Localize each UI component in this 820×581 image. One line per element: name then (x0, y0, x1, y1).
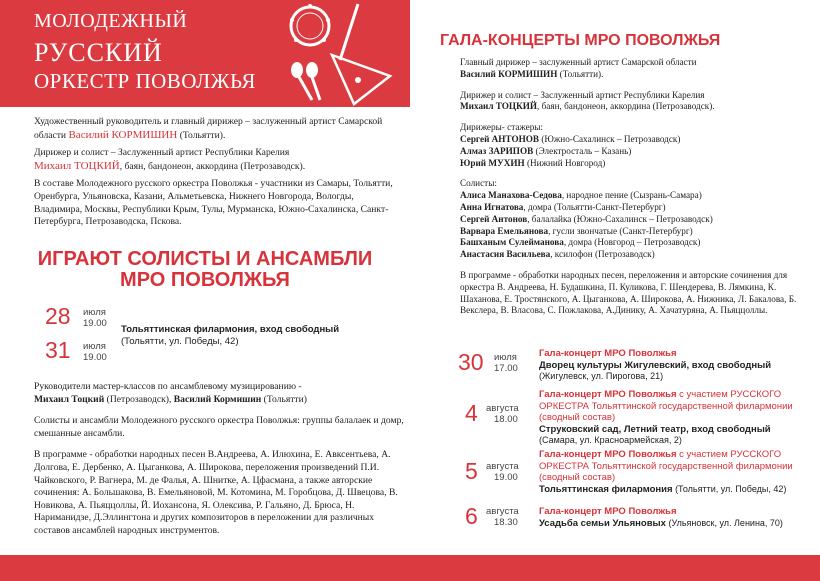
left-venue (121, 324, 381, 347)
instruments-illustration (262, 0, 410, 107)
soloist-entry-name: Башханым Сулейманова (460, 237, 564, 248)
banner-title-line2: РУССКИЙ (34, 38, 163, 67)
event-title: Гала-концерт МРО Поволжья (539, 389, 677, 400)
venue-address: (Тольятти, ул. Победы, 42) (121, 335, 239, 347)
trainee-city: (Южно-Сахалинск – Петрозаводск) (539, 133, 681, 144)
event-venue: Усадьба семьи Ульяновых (539, 517, 666, 529)
right-soloist (460, 90, 800, 114)
event-day: 30 (458, 349, 484, 375)
right-conductor (460, 57, 800, 81)
spoons-icon (291, 62, 320, 100)
event-details (539, 348, 794, 383)
soloist-entry-name: Варвара Емельянова (460, 225, 549, 236)
soloist-title: Дирижер и солист – Заслуженный артист Республики Карелия (460, 89, 705, 100)
event-venue: Струковский сад, Летний театр, вход свободный (539, 423, 771, 435)
event-venue: Дворец культуры Жигулевский, вход свободный (539, 359, 772, 371)
soloist-entry-rest: , народное пение (Сызрань-Самара) (561, 190, 702, 201)
soloists-label: Солисты: (460, 178, 497, 189)
left-program: В программе - обработки народных песен В.Андреева, А. Илюхина, Е. Авксентьева, А. Долгова, Е. Дербенко, А. Цыганкова, А. Широкова, переложения произведений П.И. Чайковского, Р. Вагнера, М. де Фалья, А. Шнитке, А. Цфасмана, а также авторские сочинения: А. Большакова, В. Емельяновой, М. Котомина, М. Горобцова, Д. Швецова, В. Новикова, А. Пьяццоллы, Й. Иохансона, Я. Олексива, Р. Гальяно, Д. Брюса, Н. Нариманидзе, Д.Эллингтона и других композиторов в переложении для различных составов ансамблей народных инструментов. (34, 449, 398, 536)
intro-soloist-rest: , баян, бандонеон, аккордина (Петрозаводск). (119, 160, 306, 172)
intro-soloist (34, 147, 394, 173)
trainees-label: Дирижеры- стажеры: (460, 122, 544, 133)
event-address: (Ульяновск, ул. Ленина, 70) (665, 517, 783, 528)
event-extra: с участием РУССКОГО ОРКЕСТРА Тольяттинской государственной филармонии (сводный состав) (539, 389, 793, 423)
event-address: (Жигулевск, ул. Пирогова, 21) (539, 371, 664, 381)
intro-director-name: Василий КОРМИШИН (68, 128, 178, 141)
soloist-entry-rest: , домра (Тольятти-Санкт-Петербург) (523, 201, 666, 212)
trainee-name: Юрий МУХИН (460, 157, 525, 168)
event-time: 18.00 (494, 414, 518, 425)
banner-title-line3: ОРКЕСТР ПОВОЛЖЬЯ (34, 69, 256, 93)
event-address: (Тольятти, ул. Победы, 42) (672, 483, 787, 494)
event-address: (Самара, ул. Красноармейская, 2) (539, 435, 682, 445)
soloist-rest: , баян, бандонеон, аккордина (Петрозаводск). (537, 101, 715, 112)
left-heading (0, 249, 410, 291)
balalaika-icon (332, 4, 390, 104)
left-intro (34, 116, 394, 234)
masterclass-name-2: Василий Кормишин (173, 393, 262, 405)
event-month: августа (486, 461, 519, 472)
conductor-city: (Тольятти). (557, 68, 604, 79)
event-month: августа (486, 506, 519, 517)
left-heading-line1: ИГРАЮТ СОЛИСТЫ И АНСАМБЛИ (37, 248, 373, 270)
event-day: 4 (465, 400, 478, 426)
trainee-city: (Нижний Новгород) (524, 157, 606, 168)
date-month: июля (83, 341, 106, 352)
event-time: 17.00 (494, 363, 518, 374)
event-details (539, 449, 799, 495)
event-details (539, 506, 799, 529)
masterclass-city-2: (Тольятти) (261, 393, 307, 405)
masterclass-city-1: (Петрозаводск), (104, 393, 174, 405)
event-time: 19.00 (494, 472, 518, 483)
intro-director (34, 116, 394, 142)
right-heading: ГАЛА-КОНЦЕРТЫ МРО ПОВОЛЖЬЯ (440, 32, 721, 49)
date-time: 19.00 (83, 352, 107, 363)
masterclass-info (34, 381, 404, 406)
event-time: 18.30 (494, 517, 518, 528)
conductor-title: Главный дирижер – заслуженный артист Самарской области (460, 57, 697, 67)
header-banner (0, 0, 410, 107)
masterclass-title: Руководители мастер-классов по ансамблевому музицированию - (34, 381, 302, 392)
soloists-info: Солисты и ансамбли Молодежного русского оркестра Поволжья: группы балалаек и домр, смешанные ансамбли. (34, 415, 404, 439)
event-day: 6 (465, 503, 478, 529)
soloist-entry-name: Алиса Манахова-Седова (460, 190, 562, 201)
soloist-entry-name: Анна Игнатова (460, 201, 524, 212)
soloist-entry-rest: , балалайка (Южно-Сахалинск – Петрозаводск) (527, 213, 713, 224)
intro-soloist-name: Михаил ТОЦКИЙ (34, 159, 120, 172)
event-details (539, 389, 794, 447)
date-time: 19.00 (83, 318, 107, 329)
left-heading-line2: МРО ПОВОЛЖЬЯ (120, 269, 290, 291)
footer-bar (0, 555, 820, 581)
masterclass-name-1: Михаил Тоцкий (34, 393, 105, 405)
soloist-entry-rest: , гусли звончатые (Санкт-Петербург) (548, 225, 693, 236)
date-day: 28 (45, 303, 71, 329)
right-info (460, 57, 800, 322)
trainee-city: (Электросталь – Казань) (533, 145, 632, 156)
soloist-entry-rest: , ксилофон (Петрозаводск) (550, 249, 655, 260)
event-title: Гала-концерт МРО Поволжья (539, 449, 677, 460)
event-title: Гала-концерт МРО Поволжья (539, 348, 677, 359)
left-details (34, 381, 404, 543)
event-day: 5 (465, 458, 478, 484)
trainees-list (460, 122, 800, 169)
date-month: июля (83, 307, 106, 318)
soloist-entry-name: Анастасия Васильева (460, 249, 551, 260)
tambourine-icon (290, 4, 330, 45)
intro-director-city: (Тольятти). (177, 129, 226, 141)
intro-director-title: Художественный руководитель и главный дирижер – заслуженный артист Самарской области (34, 116, 383, 141)
event-month: августа (486, 403, 519, 414)
banner-title-line1: МОЛОДЕЖНЫЙ (34, 10, 188, 32)
event-month: июля (494, 352, 517, 363)
venue-name: Тольяттинская филармония, вход свободный (121, 324, 340, 335)
trainee-name: Алмаз ЗАРИПОВ (460, 145, 534, 156)
right-program: В программе - обработки народных песен, переложения и авторские сочинения для оркестра В. Андреева, Н. Будашкина, П. Куликова, Г. Шендерева, В. Лямкина, К. Шаханова, Е. Тростянского, А. Цыганкова, А. Широкова, А. Нижника, Л. Бакалова, Б. Векслера, В. Власова, С. Пожлакова, А.Динику, А. Хачатуряна, А. Пьяццоллы. (460, 269, 797, 316)
event-extra: с участием РУССКОГО ОРКЕСТРА Тольяттинской государственной филармонии (сводный состав) (539, 449, 793, 483)
intro-participants: В составе Молодежного русского оркестра Поволжья - участники из Самары, Тольятти, Оренбурга, Ульяновска, Казани, Альметьевска, Нижнего Новгорода, Вологды, Владимира, Москвы, Республики Крым, Тулы, Мурманска, Южно-Сахалинска, Санкт-Петербурга, Петрозаводска, Пскова. (34, 178, 393, 228)
event-title: Гала-концерт МРО Поволжья (539, 506, 677, 517)
soloist-name: Михаил ТОЦКИЙ (460, 101, 538, 112)
event-venue: Тольяттинская филармония (539, 483, 673, 495)
date-day: 31 (45, 337, 71, 363)
soloists-list (460, 178, 800, 261)
intro-soloist-title: Дирижер и солист – Заслуженный артист Республики Карелия (34, 147, 290, 159)
trainee-name: Сергей АНТОНОВ (460, 133, 540, 144)
soloist-entry-rest: , домра (Новгород – Петрозаводск) (563, 237, 701, 248)
conductor-name: Василий КОРМИШИН (460, 68, 558, 79)
soloist-entry-name: Сергей Антонов (460, 213, 528, 224)
